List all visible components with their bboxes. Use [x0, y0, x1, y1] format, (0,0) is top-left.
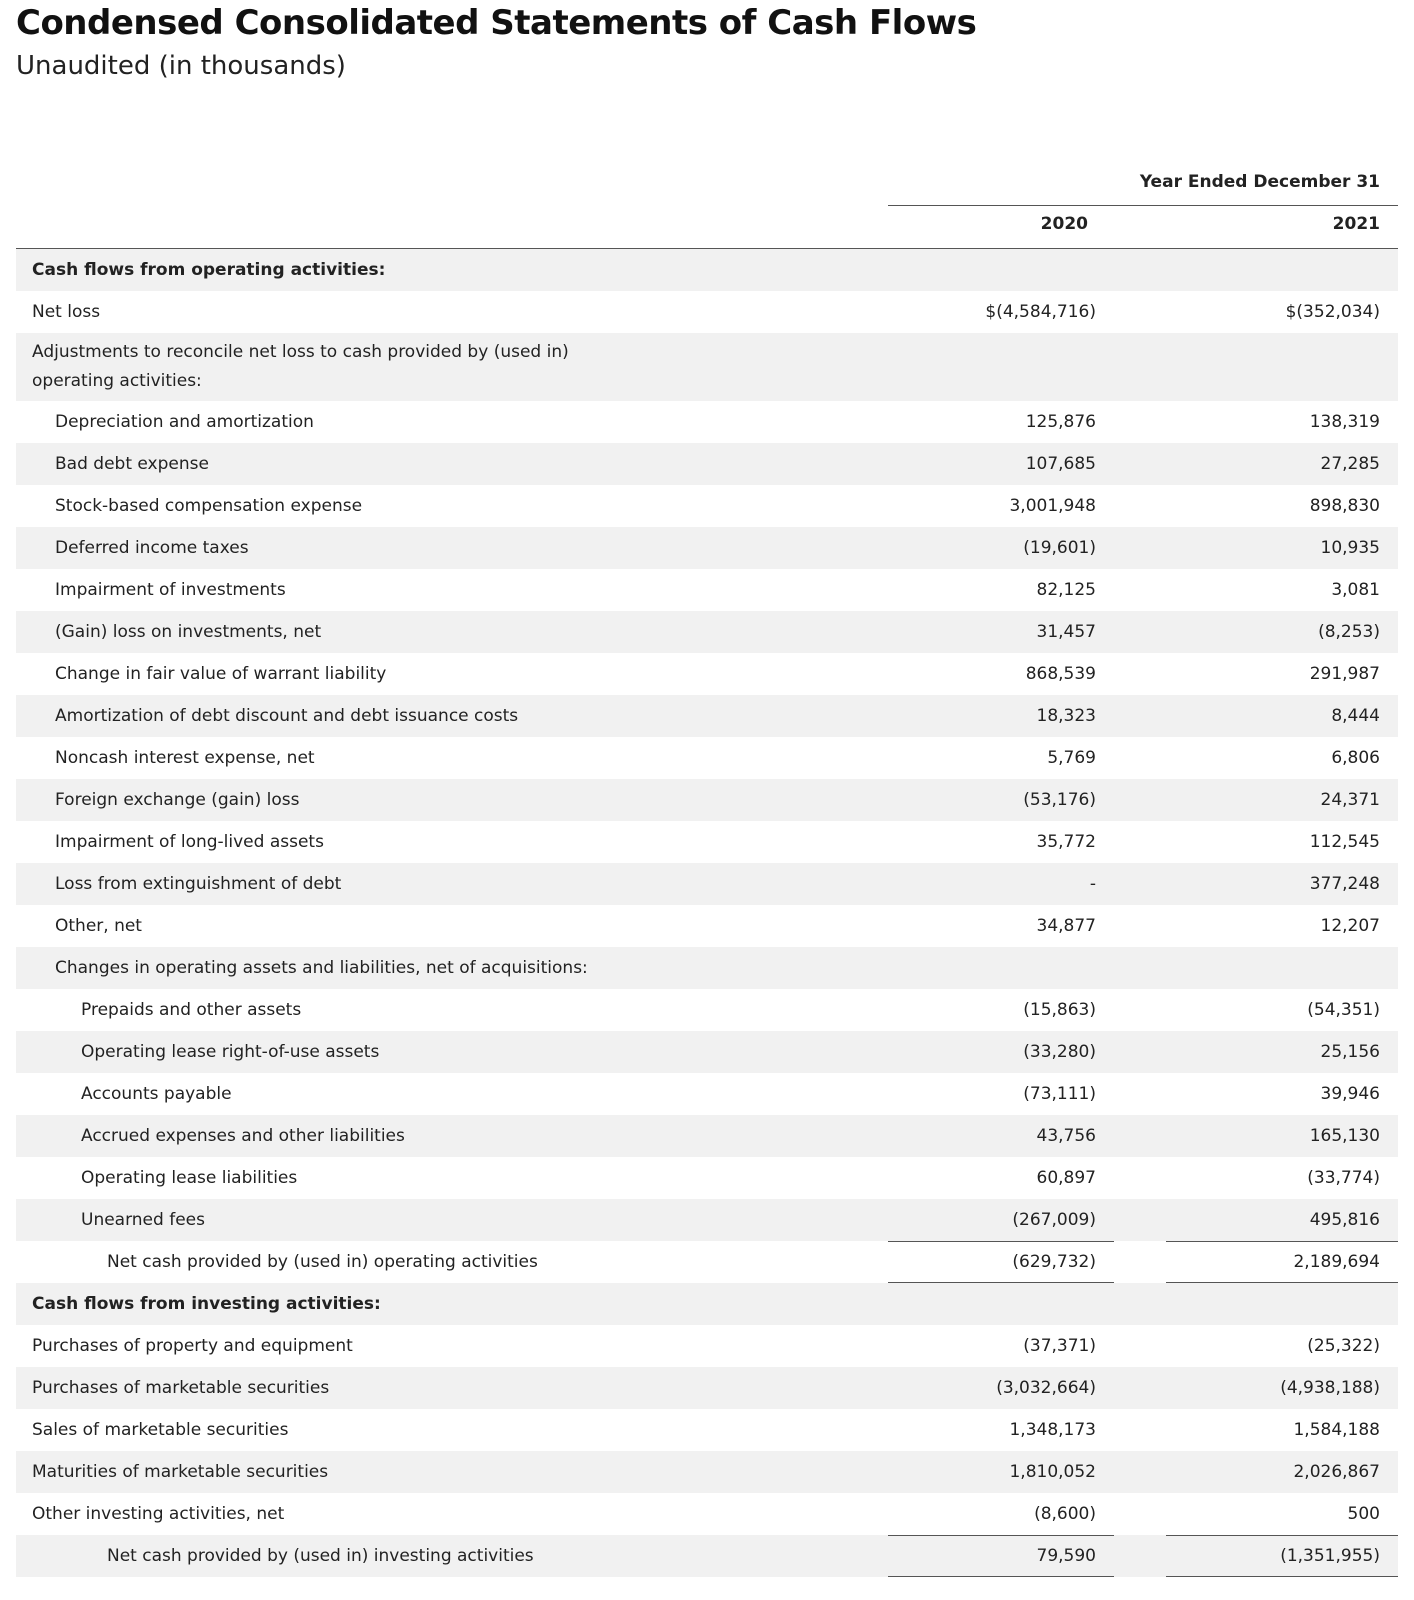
period-label: Year Ended December 31 — [1139, 172, 1380, 192]
row-label: Stock-based compensation expense — [55, 495, 363, 516]
row-label: Amortization of debt discount and debt issuance costs — [55, 705, 519, 726]
value-2020: 3,001,948 — [1009, 496, 1096, 516]
row-label: Accounts payable — [81, 1083, 232, 1104]
table-body — [16, 249, 1398, 1577]
value-2021: (25,322) — [1307, 1336, 1380, 1356]
table-row — [16, 695, 1398, 737]
value-2020 — [888, 947, 1114, 989]
value-2021: 24,371 — [1320, 790, 1380, 810]
row-label: Net cash provided by (used in) operating activities — [107, 1251, 538, 1272]
value-2020: 43,756 — [1036, 1126, 1096, 1146]
table-row — [16, 1031, 1398, 1073]
value-2020: (37,371) — [1023, 1336, 1096, 1356]
row-label: Changes in operating assets and liabilities, net of acquisitions: — [55, 957, 588, 978]
value-2020: (19,601) — [1023, 538, 1096, 558]
table-row — [16, 1157, 1398, 1199]
value-2021: 165,130 — [1309, 1126, 1380, 1146]
value-2021: 898,830 — [1309, 496, 1380, 516]
table-row — [16, 333, 1398, 401]
value-2020: 868,539 — [1025, 664, 1096, 684]
row-label: Purchases of property and equipment — [32, 1335, 353, 1356]
value-2020 — [888, 1283, 1114, 1325]
value-2021: 500 — [1347, 1504, 1380, 1524]
table-row — [16, 249, 1398, 291]
row-label: Loss from extinguishment of debt — [55, 873, 342, 894]
row-label: Other, net — [55, 915, 142, 936]
value-2020: (53,176) — [1023, 790, 1096, 810]
value-2021: (1,351,955) — [1166, 1535, 1398, 1577]
row-label: Impairment of investments — [55, 579, 286, 600]
value-2021: (33,774) — [1307, 1168, 1380, 1188]
value-2021: 377,248 — [1309, 874, 1380, 894]
value-2021: 39,946 — [1320, 1084, 1380, 1104]
table-row — [16, 1325, 1398, 1367]
table-row — [16, 905, 1398, 947]
value-2020: $(4,584,716) — [985, 302, 1096, 322]
value-2020: 5,769 — [1047, 748, 1096, 768]
table-row — [16, 1451, 1398, 1493]
value-2021: $(352,034) — [1285, 302, 1380, 322]
table-row — [16, 611, 1398, 653]
value-2020: - — [1089, 874, 1096, 894]
row-label: Foreign exchange (gain) loss — [55, 789, 300, 810]
table-row — [16, 989, 1398, 1031]
table-row — [16, 569, 1398, 611]
row-label: Deferred income taxes — [55, 537, 249, 558]
row-label: Operating lease liabilities — [81, 1167, 298, 1188]
value-2020: (15,863) — [1023, 1000, 1096, 1020]
table-row — [16, 1367, 1398, 1409]
value-2021: 2,026,867 — [1293, 1462, 1380, 1482]
value-2021 — [1166, 1283, 1398, 1325]
table-row — [16, 1199, 1398, 1241]
table-row — [16, 1493, 1398, 1535]
value-2021: 3,081 — [1331, 580, 1380, 600]
table-row — [16, 821, 1398, 863]
row-label: Noncash interest expense, net — [55, 747, 315, 768]
row-label: Net loss — [32, 301, 101, 322]
row-label: Bad debt expense — [55, 453, 209, 474]
value-2020: 35,772 — [1036, 832, 1096, 852]
value-2021: 495,816 — [1309, 1210, 1380, 1230]
page-title: Condensed Consolidated Statements of Cash Flows — [16, 3, 977, 43]
value-2020: (8,600) — [1034, 1504, 1096, 1524]
value-2021: 2,189,694 — [1166, 1241, 1398, 1283]
year-header — [16, 206, 1398, 249]
row-label: Sales of marketable securities — [32, 1419, 289, 1440]
value-2020: (73,111) — [1023, 1084, 1096, 1104]
value-2020: 1,348,173 — [1009, 1420, 1096, 1440]
row-label: Unearned fees — [81, 1209, 205, 1230]
row-label: (Gain) loss on investments, net — [55, 621, 322, 642]
value-2021: (4,938,188) — [1280, 1378, 1380, 1398]
row-label: Change in fair value of warrant liability — [55, 663, 387, 684]
row-label: Prepaids and other assets — [81, 999, 302, 1020]
value-2021: 25,156 — [1320, 1042, 1380, 1062]
value-2020: 107,685 — [1025, 454, 1096, 474]
value-2021 — [1166, 947, 1398, 989]
value-2020: 125,876 — [1025, 412, 1096, 432]
value-2021 — [1166, 333, 1398, 401]
row-label: Accrued expenses and other liabilities — [81, 1125, 405, 1146]
table-row — [16, 947, 1398, 989]
row-label: Purchases of marketable securities — [32, 1377, 330, 1398]
value-2020: (629,732) — [888, 1241, 1114, 1283]
value-2020 — [888, 249, 1114, 291]
table-row — [16, 653, 1398, 695]
table-row — [16, 485, 1398, 527]
table-row — [16, 737, 1398, 779]
value-2020: 34,877 — [1036, 916, 1096, 936]
row-label: Other investing activities, net — [32, 1503, 285, 1524]
table-row — [16, 1535, 1398, 1577]
value-2021: 10,935 — [1320, 538, 1380, 558]
value-2021: 1,584,188 — [1293, 1420, 1380, 1440]
value-2020: (3,032,664) — [996, 1378, 1096, 1398]
table-row — [16, 401, 1398, 443]
value-2021: 138,319 — [1309, 412, 1380, 432]
value-2020: 60,897 — [1036, 1168, 1096, 1188]
row-label: Cash flows from investing activities: — [32, 1293, 381, 1314]
table-row — [16, 1241, 1398, 1283]
row-label: Net cash provided by (used in) investing activities — [107, 1545, 534, 1566]
value-2021: 8,444 — [1331, 706, 1380, 726]
table-row — [16, 291, 1398, 333]
row-label: Adjustments to reconcile net loss to cash provided by (used in) operating activities: — [32, 342, 569, 391]
value-2021: 112,545 — [1309, 832, 1380, 852]
value-2020: 18,323 — [1036, 706, 1096, 726]
row-label: Impairment of long-lived assets — [55, 831, 324, 852]
row-label: Maturities of marketable securities — [32, 1461, 329, 1482]
value-2020: 31,457 — [1036, 622, 1096, 642]
table-row — [16, 527, 1398, 569]
table-row — [16, 443, 1398, 485]
value-2021 — [1166, 249, 1398, 291]
value-2021: (54,351) — [1307, 1000, 1380, 1020]
page-subtitle: Unaudited (in thousands) — [16, 51, 346, 81]
value-2021: (8,253) — [1318, 622, 1380, 642]
table-row — [16, 1073, 1398, 1115]
value-2020: 79,590 — [888, 1535, 1114, 1577]
period-header — [16, 164, 1398, 206]
row-label: Depreciation and amortization — [55, 411, 314, 432]
value-2020: (33,280) — [1023, 1042, 1096, 1062]
year-2020-header: 2020 — [1040, 214, 1088, 234]
value-2020: 82,125 — [1036, 580, 1096, 600]
row-label: Operating lease right-of-use assets — [81, 1041, 380, 1062]
year-2021-header: 2021 — [1332, 214, 1380, 234]
cash-flow-table — [16, 164, 1398, 1577]
row-label: Cash flows from operating activities: — [32, 259, 386, 280]
value-2020 — [888, 333, 1114, 401]
value-2021: 6,806 — [1331, 748, 1380, 768]
table-row — [16, 1283, 1398, 1325]
value-2020: (267,009) — [1012, 1210, 1096, 1230]
table-row — [16, 779, 1398, 821]
table-row — [16, 863, 1398, 905]
value-2021: 12,207 — [1320, 916, 1380, 936]
value-2021: 27,285 — [1320, 454, 1380, 474]
table-row — [16, 1115, 1398, 1157]
value-2020: 1,810,052 — [1009, 1462, 1096, 1482]
table-row — [16, 1409, 1398, 1451]
value-2021: 291,987 — [1309, 664, 1380, 684]
